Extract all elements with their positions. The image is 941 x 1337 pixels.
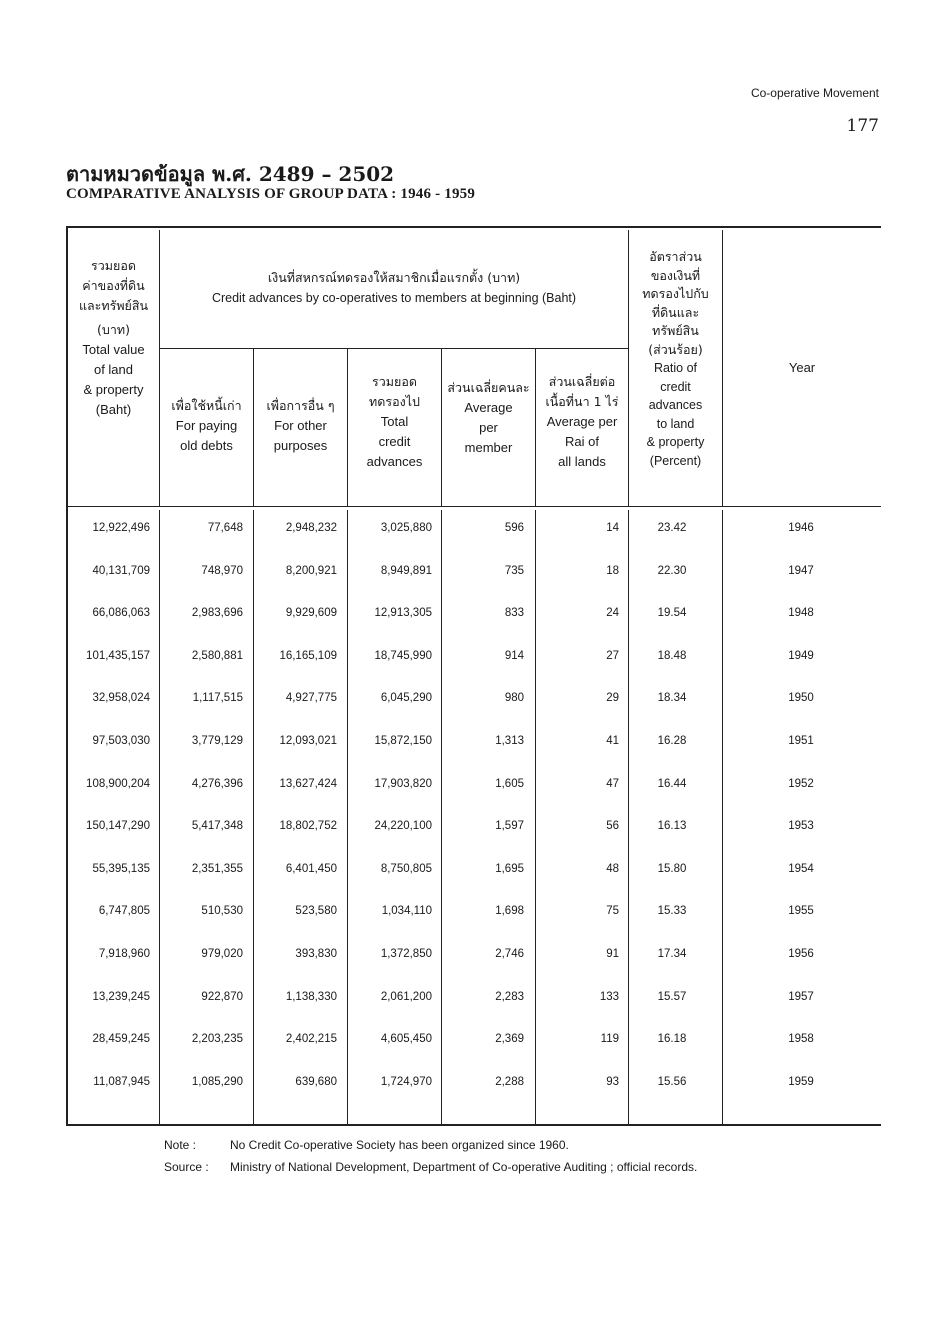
total-value-cell: 66,086,063 — [92, 607, 150, 620]
total-value-cell: 13,239,245 — [92, 990, 150, 1003]
avg-member-cell: 914 — [504, 649, 524, 662]
year-cell: 1955 — [788, 905, 814, 918]
total-credit-cell: 17,903,820 — [374, 777, 432, 790]
ratio-cell: 16.18 — [657, 1033, 687, 1046]
paying-debts-cell: 2,203,235 — [191, 1033, 243, 1046]
table-top-rule — [66, 226, 881, 228]
en-line: per — [479, 420, 498, 435]
body-divider — [722, 510, 723, 1124]
total-credit-cell: 8,750,805 — [380, 862, 432, 875]
en-line: For other — [274, 418, 327, 433]
year-cell: 1956 — [788, 948, 814, 960]
total-value-cell: 28,459,245 — [92, 1033, 150, 1046]
other-purposes-cell: 523,580 — [295, 905, 337, 918]
total-credit-cell: 12,913,305 — [374, 607, 432, 620]
en-line: purposes — [273, 438, 328, 453]
table-row — [66, 607, 881, 627]
year-cell: 1949 — [788, 649, 814, 662]
other-purposes-cell: 8,200,921 — [285, 564, 337, 577]
table-row — [66, 820, 881, 840]
other-purposes-cell: 2,948,232 — [285, 522, 337, 534]
table-row — [66, 650, 881, 670]
en-line: advances — [648, 398, 703, 412]
other-purposes-cell: 9,929,609 — [285, 607, 337, 620]
paying-debts-cell: 5,417,348 — [191, 820, 243, 833]
table-bottom-rule — [66, 1124, 881, 1126]
en-line: (Baht) — [95, 402, 132, 417]
header-total-credit — [348, 372, 441, 472]
total-value-cell: 6,747,805 — [98, 905, 150, 918]
th-line: ทดรองไปกับ — [642, 286, 709, 301]
year-cell: 1954 — [788, 862, 814, 875]
ratio-cell: 17.34 — [657, 948, 687, 960]
other-purposes-cell: 393,830 — [295, 948, 337, 960]
year-cell: 1952 — [788, 777, 814, 790]
en-line: credit — [378, 434, 411, 449]
en-line: member — [464, 440, 513, 455]
note-label: Note : — [164, 1138, 197, 1152]
total-credit-cell: 2,061,200 — [380, 990, 432, 1003]
paying-debts-cell: 2,351,355 — [191, 862, 243, 875]
en-line: Year — [788, 360, 816, 375]
th-line: ส่วนเฉลี่ยต่อ — [548, 374, 616, 389]
ratio-cell: 22.30 — [657, 564, 687, 577]
avg-rai-cell: 91 — [606, 948, 619, 960]
ratio-cell: 18.34 — [657, 692, 687, 705]
table-row — [66, 991, 881, 1011]
total-value-cell: 55,395,135 — [92, 862, 150, 875]
th-line: ค่าของที่ดิน — [82, 278, 145, 293]
ratio-cell: 15.33 — [657, 905, 687, 918]
avg-member-cell: 596 — [504, 522, 524, 534]
th-line: (ส่วนร้อย) — [648, 341, 703, 357]
total-value-cell: 108,900,204 — [86, 777, 150, 790]
total-credit-cell: 4,605,450 — [380, 1033, 432, 1046]
en-line: Ratio of — [653, 361, 698, 375]
en-line: & property — [646, 435, 705, 449]
th-line: รวมยอด — [372, 374, 417, 389]
avg-rai-cell: 56 — [606, 820, 619, 833]
en-line: & property — [83, 382, 144, 397]
year-cell: 1946 — [788, 522, 814, 534]
en-line: (Percent) — [649, 453, 702, 468]
table-row — [66, 1033, 881, 1053]
total-value-cell: 12,922,496 — [92, 522, 150, 534]
other-purposes-cell: 639,680 — [295, 1075, 337, 1088]
total-credit-cell: 3,025,880 — [380, 522, 432, 534]
group-underline — [160, 348, 628, 349]
avg-member-cell: 2,369 — [495, 1033, 524, 1046]
avg-rai-cell: 93 — [606, 1075, 619, 1088]
other-purposes-cell: 4,927,775 — [285, 692, 337, 705]
body-divider — [628, 510, 629, 1124]
avg-rai-cell: 18 — [606, 564, 619, 577]
en-line: credit — [660, 379, 691, 394]
ratio-cell: 16.28 — [657, 735, 687, 747]
en-line: of land — [93, 362, 134, 377]
source — [164, 1156, 697, 1178]
header-credit-group — [160, 268, 628, 308]
year-cell: 1958 — [788, 1033, 814, 1046]
th-line: และทรัพย์สิน — [78, 298, 149, 313]
avg-rai-cell: 47 — [606, 777, 619, 790]
avg-rai-cell: 75 — [606, 905, 619, 918]
avg-member-cell: 2,283 — [495, 990, 524, 1003]
table-row — [66, 1076, 881, 1096]
header-paying-debts — [160, 396, 253, 456]
header-avg-rai — [536, 372, 628, 472]
table-row — [66, 565, 881, 585]
table-row — [66, 905, 881, 925]
avg-rai-cell: 27 — [606, 649, 619, 662]
paying-debts-cell: 2,580,881 — [191, 649, 243, 662]
th-line: ที่ดินและ — [651, 304, 700, 320]
ratio-cell: 15.56 — [657, 1075, 687, 1088]
paying-debts-cell: 2,983,696 — [191, 607, 243, 620]
th-line: เงินที่สหกรณ์ทดรองให้สมาชิกเมื่อแรกตั้ง (บาท) — [267, 270, 521, 285]
source-text: Ministry of National Development, Department of Co-operative Auditing ; official records. — [230, 1160, 698, 1174]
table-row — [66, 863, 881, 883]
other-purposes-cell: 2,402,215 — [285, 1033, 337, 1046]
avg-rai-cell: 29 — [606, 692, 619, 705]
total-credit-cell: 18,745,990 — [374, 649, 432, 662]
header-total-value — [68, 256, 159, 420]
total-value-cell: 97,503,030 — [92, 735, 150, 747]
en-line: Total value — [82, 342, 145, 357]
ratio-cell: 16.44 — [657, 777, 687, 790]
paying-debts-cell: 979,020 — [201, 948, 243, 960]
year-cell: 1950 — [788, 692, 814, 705]
body-divider — [441, 510, 442, 1124]
th-line: รวมยอด — [91, 258, 136, 273]
paying-debts-cell: 922,870 — [201, 990, 243, 1003]
paying-debts-cell: 1,117,515 — [192, 692, 243, 705]
paying-debts-cell: 4,276,396 — [191, 777, 243, 790]
year-cell: 1948 — [788, 607, 814, 620]
en-line: Average — [464, 400, 513, 415]
avg-rai-cell: 133 — [599, 990, 619, 1003]
total-credit-cell: 1,724,970 — [380, 1075, 432, 1088]
en-line: old debts — [180, 438, 233, 453]
body-divider — [159, 510, 160, 1124]
header-ratio — [629, 248, 722, 470]
title-thai: ตามหมวดข้อมูล พ.ศ. 2489 – 2502 — [66, 162, 395, 186]
footnotes — [164, 1134, 697, 1178]
page-number: 177 — [846, 116, 879, 136]
other-purposes-cell: 13,627,424 — [279, 777, 337, 790]
table-row — [66, 948, 881, 968]
avg-member-cell: 735 — [504, 564, 524, 577]
total-credit-cell: 15,872,150 — [374, 735, 432, 747]
en-line: Credit advances by co-operatives to members at beginning (Baht) — [211, 291, 577, 305]
th-line: เนื้อที่นา 1 ไร่ — [545, 394, 619, 409]
avg-rai-cell: 41 — [606, 735, 619, 747]
total-value-cell: 7,918,960 — [98, 948, 150, 960]
year-cell: 1957 — [788, 990, 814, 1003]
en-line: For paying — [175, 418, 238, 433]
total-credit-cell: 1,034,110 — [381, 905, 432, 918]
title-english: COMPARATIVE ANALYSIS OF GROUP DATA : 1946 - 1959 — [66, 186, 476, 202]
avg-member-cell: 1,605 — [495, 777, 524, 790]
year-cell: 1951 — [788, 735, 814, 747]
total-value-cell: 101,435,157 — [86, 649, 150, 662]
table-row — [66, 522, 881, 542]
source-label: Source : — [164, 1160, 209, 1174]
other-purposes-cell: 18,802,752 — [279, 820, 337, 833]
body-divider — [347, 510, 348, 1124]
avg-rai-cell: 119 — [600, 1033, 619, 1046]
total-value-cell: 11,087,945 — [93, 1075, 150, 1088]
note-text: No Credit Co-operative Society has been organized since 1960. — [230, 1138, 569, 1152]
th-line: เพื่อใช้หนี้เก่า — [171, 398, 242, 413]
avg-member-cell: 1,698 — [495, 905, 524, 918]
en-line: Average per — [546, 414, 618, 429]
ratio-cell: 16.13 — [657, 820, 687, 833]
avg-rai-cell: 14 — [606, 522, 619, 534]
other-purposes-cell: 6,401,450 — [285, 862, 337, 875]
total-value-cell: 150,147,290 — [86, 820, 150, 833]
body-divider — [535, 510, 536, 1124]
avg-rai-cell: 24 — [606, 607, 619, 620]
header-year — [723, 358, 881, 378]
avg-member-cell: 1,597 — [495, 820, 524, 833]
table-row — [66, 735, 881, 755]
note — [164, 1134, 697, 1156]
paying-debts-cell: 3,779,129 — [191, 735, 243, 747]
paying-debts-cell: 510,530 — [201, 905, 243, 918]
ratio-cell: 19.54 — [657, 607, 687, 620]
header-other-purposes — [254, 396, 347, 456]
avg-member-cell: 1,695 — [495, 862, 524, 875]
ratio-cell: 15.80 — [657, 862, 687, 875]
th-line: เพื่อการอื่น ๆ — [266, 398, 335, 413]
table-row — [66, 692, 881, 712]
data-table — [66, 226, 881, 1126]
running-header: Co-operative Movement — [750, 86, 879, 100]
total-credit-cell: 24,220,100 — [374, 820, 432, 833]
ratio-cell: 18.48 — [657, 649, 687, 662]
body-divider — [253, 510, 254, 1124]
paying-debts-cell: 748,970 — [201, 564, 243, 577]
avg-member-cell: 980 — [504, 692, 524, 705]
total-value-cell: 40,131,709 — [92, 564, 150, 577]
th-line: ส่วนเฉลี่ยคนละ — [447, 380, 530, 395]
paying-debts-cell: 77,648 — [207, 522, 243, 534]
en-line: advances — [366, 454, 423, 469]
total-credit-cell: 1,372,850 — [380, 948, 432, 960]
header-avg-member — [442, 378, 535, 458]
header-bottom-rule — [66, 506, 881, 507]
th-line: ของเงินที่ — [650, 267, 701, 283]
year-cell: 1959 — [788, 1075, 814, 1088]
ratio-cell: 23.42 — [657, 522, 687, 534]
paying-debts-cell: 1,085,290 — [191, 1075, 243, 1088]
table-row — [66, 778, 881, 798]
avg-member-cell: 2,288 — [495, 1075, 524, 1088]
ratio-cell: 15.57 — [657, 990, 687, 1003]
total-value-cell: 32,958,024 — [92, 692, 150, 705]
avg-rai-cell: 48 — [606, 862, 619, 875]
avg-member-cell: 1,313 — [495, 735, 524, 747]
en-line: all lands — [558, 454, 606, 469]
other-purposes-cell: 12,093,021 — [279, 735, 337, 747]
th-line: ทรัพย์สิน — [652, 323, 699, 338]
th-line: (บาท) — [97, 322, 130, 337]
th-line: อัตราส่วน — [649, 249, 702, 264]
total-credit-cell: 6,045,290 — [380, 692, 432, 705]
avg-member-cell: 833 — [504, 607, 524, 620]
other-purposes-cell: 1,138,330 — [285, 990, 337, 1003]
en-line: to land — [656, 416, 695, 431]
total-credit-cell: 8,949,891 — [380, 564, 432, 577]
avg-member-cell: 2,746 — [495, 948, 524, 960]
year-cell: 1947 — [788, 564, 814, 577]
year-cell: 1953 — [788, 820, 814, 833]
th-line: ทดรองไป — [369, 394, 420, 409]
en-line: Total — [380, 414, 409, 429]
other-purposes-cell: 16,165,109 — [279, 649, 337, 662]
en-line: Rai of — [565, 434, 599, 449]
